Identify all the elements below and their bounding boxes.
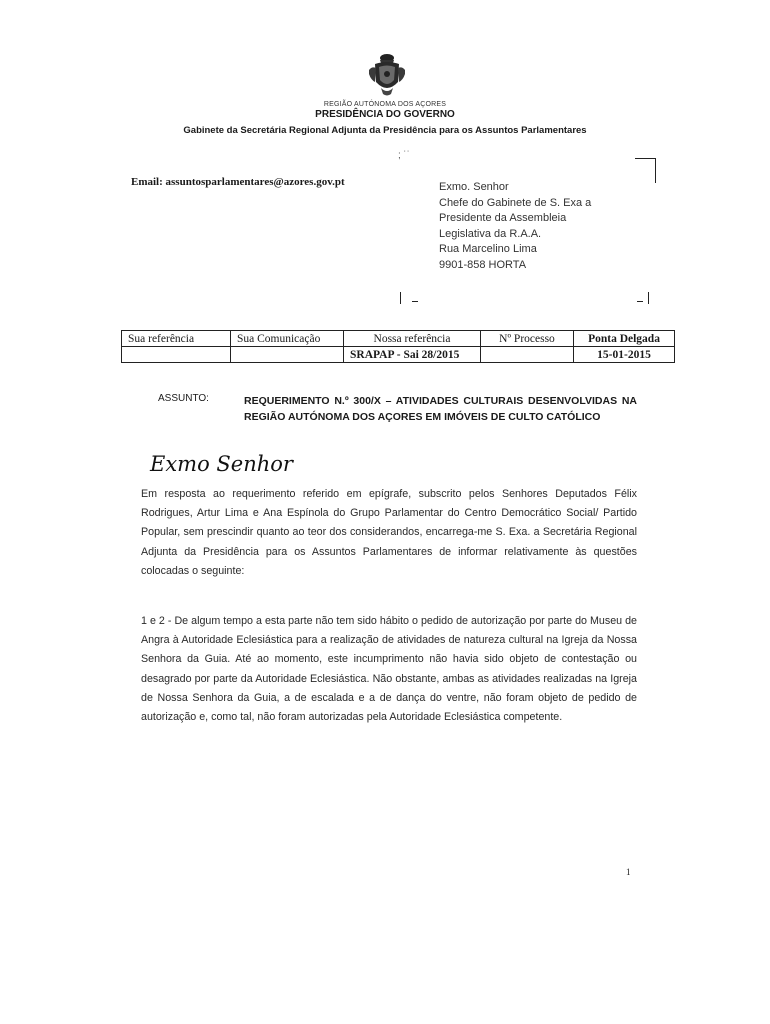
address-window-corner-bottom-left-tick (412, 301, 418, 302)
recipient-line: Chefe do Gabinete de S. Exa a (439, 196, 592, 209)
reference-value-row (122, 347, 675, 363)
header-place: Ponta Delgada (574, 331, 675, 347)
address-window-corner-top-right (635, 158, 656, 183)
reference-table (121, 330, 675, 363)
coat-of-arms-icon (367, 52, 407, 98)
page-number: 1 (626, 867, 631, 877)
recipient-address (439, 180, 591, 273)
address-window-corner-bottom-left (400, 292, 401, 304)
recipient-line: 9901-858 HORTA (439, 258, 527, 271)
contact-email: Email: assuntosparlamentares@azores.gov.pt (131, 176, 345, 188)
header-our-reference: Nossa referência (344, 331, 481, 347)
header-your-reference: Sua referência (122, 331, 231, 347)
cabinet-name: Gabinete da Secretária Regional Adjunta da Presidência para os Assuntos Parlamentares (183, 125, 587, 136)
value-your-reference (122, 347, 231, 363)
handwritten-salutation: Exmo Senhor (150, 452, 293, 476)
subject-text: REQUERIMENTO N.º 300/X – ATIVIDADES CULTURAIS DESENVOLVIDAS NA REGIÃO AUTÓNOMA DOS AÇORES EM IMÓVEIS DE CULTO CATÓLICO (244, 395, 637, 423)
value-date: 15-01-2015 (574, 347, 675, 363)
value-our-reference: SRAPAP - Sai 28/2015 (344, 347, 481, 363)
header-process-number: Nº Processo (481, 331, 574, 347)
header-your-communication: Sua Comunicação (231, 331, 344, 347)
recipient-line: Exmo. Senhor (439, 181, 509, 193)
address-mark: ; ˙˙ (398, 150, 411, 161)
address-window-corner-bottom-right (648, 292, 649, 304)
presidency-name: PRESIDÊNCIA DO GOVERNO (315, 109, 455, 120)
value-your-communication (231, 347, 344, 363)
address-window-corner-bottom-right-tick (637, 301, 643, 302)
reference-header-row (122, 331, 675, 347)
region-name: REGIÃO AUTÓNOMA DOS AÇORES (323, 101, 447, 108)
recipient-line: Rua Marcelino Lima (439, 243, 537, 255)
subject-label: ASSUNTO: (158, 393, 209, 404)
body-paragraph-1: Em resposta ao requerimento referido em epígrafe, subscrito pelos Senhores Deputados Félix Rodrigues, Artur Lima e Ana Espínola do Grupo Parlamentar do Centro Democrático Social/ Partido Popular, sem prescindir quanto ao teor dos considerandos, encarrega-me S. Exa. a Secretária Regional Adjunta da Presidência para os Assuntos Parlamentares de informar relativamente às questões colocadas o seguinte: (141, 488, 637, 577)
recipient-line: Legislativa da R.A.A. (439, 227, 542, 240)
body-paragraph-2: 1 e 2 - De algum tempo a esta parte não tem sido hábito o pedido de autorização por parte do Museu de Angra à Autoridade Eclesiástica para a realização de atividades de natureza cultural na Igreja da Nossa Senhora da Guia. Até ao momento, este incumprimento não havia sido objeto de contestação ou desagrado por parte da Autoridade Eclesiástica. Não obstante, ambas as atividades realizadas na Igreja de Nossa Senhora da Guia, a de escalada e a de dança do ventre, não foram objeto de pedido de autorização e, como tal, não foram autorizadas pela Autoridade Eclesiástica competente. (141, 615, 637, 724)
value-process-number (481, 347, 574, 363)
recipient-line: Presidente da Assembleia (439, 212, 567, 224)
